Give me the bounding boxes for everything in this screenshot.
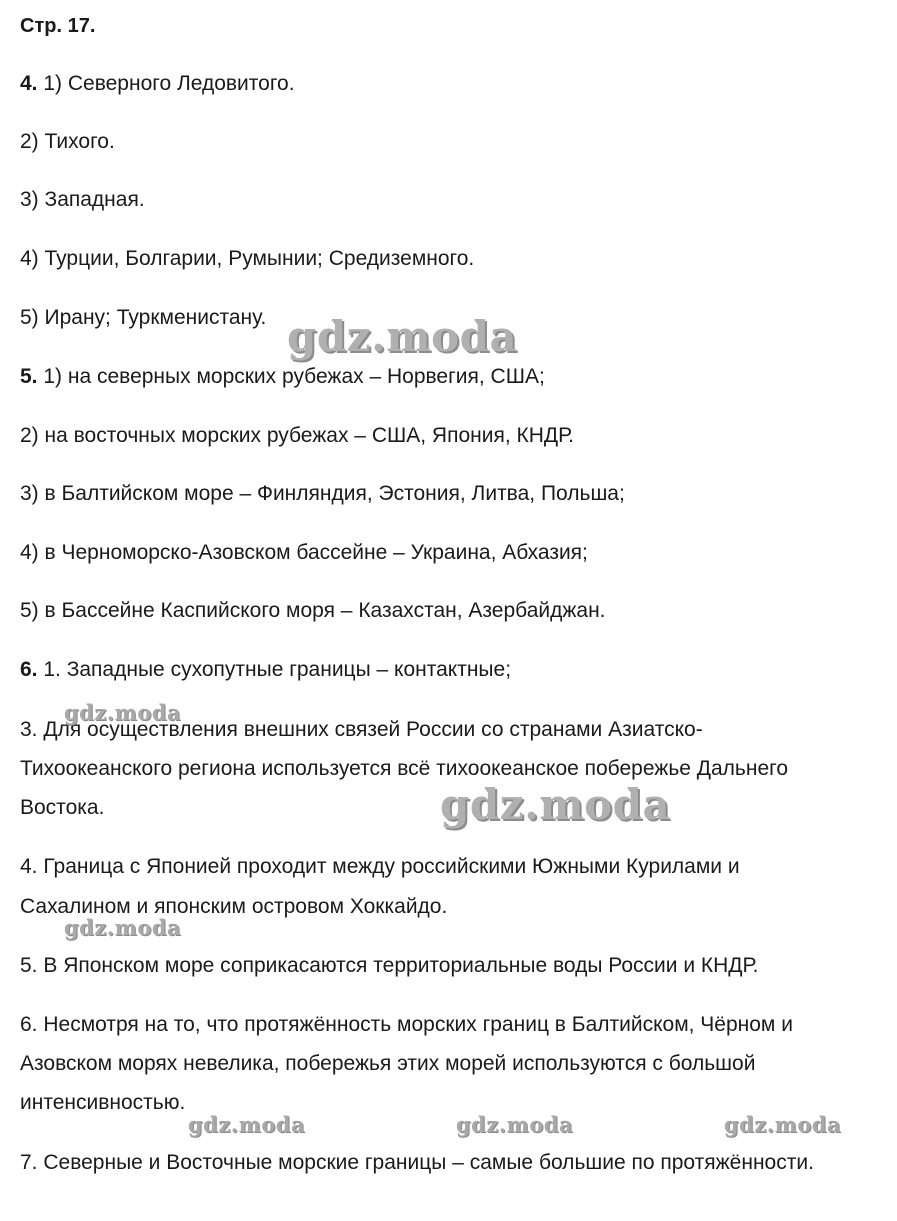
answer-line: [20, 1012, 793, 1038]
answer-text: 1) на северных морских рубежах – Норвегия, США;: [37, 365, 545, 388]
answer-text: 4) в Черноморско-Азовском бассейне – Украина, Абхазия;: [20, 541, 588, 564]
answer-line: [20, 756, 788, 782]
answer-line: [20, 187, 145, 213]
answer-text: 6. Несмотря на то, что протяжённость морских границ в Балтийском, Чёрном и: [20, 1013, 793, 1036]
answer-text: 3) Западная.: [20, 188, 145, 211]
answer-line: [20, 246, 474, 272]
answer-line: [20, 795, 104, 821]
task-number: 6.: [20, 658, 38, 681]
answer-line: [20, 129, 115, 155]
watermark: gdz.moda: [188, 1112, 306, 1137]
answer-text: 4) Турции, Болгарии, Румынии; Средиземного.: [20, 247, 475, 270]
watermark: gdz.moda: [64, 700, 182, 725]
answer-line: [20, 423, 574, 449]
answer-line: [20, 657, 511, 683]
watermark: gdz.moda: [724, 1112, 842, 1137]
watermark: gdz.moda: [440, 780, 671, 829]
watermark: gdz.moda: [287, 312, 518, 361]
answer-text: 1) Северного Ледовитого.: [37, 72, 295, 95]
answer-line: [20, 1150, 814, 1176]
answer-line: [20, 1051, 755, 1077]
answer-text: 5) Ирану; Туркменистану.: [20, 306, 267, 329]
answer-text: 5. В Японском море соприкасаются территориальные воды России и КНДР.: [20, 954, 759, 977]
answer-text: 3) в Балтийском море – Финляндия, Эстония, Литва, Польша;: [20, 482, 625, 505]
answer-text: 7. Северные и Восточные морские границы – самые большие по протяжённости.: [20, 1151, 814, 1174]
answer-text: Азовском морях невелика, побережья этих морей используются с большой: [20, 1052, 756, 1075]
watermark: gdz.moda: [64, 915, 182, 940]
answer-text: 5) в Бассейне Каспийского моря – Казахстан, Азербайджан.: [20, 599, 606, 622]
answer-text: 4. Граница с Японией проходит между российскими Южными Курилами и: [20, 855, 740, 878]
page-heading: Стр. 17.: [20, 15, 96, 37]
answer-line: [20, 1090, 185, 1116]
answer-text: Востока.: [20, 796, 105, 819]
answer-line: [20, 953, 758, 979]
answer-text: 1. Западные сухопутные границы – контактные;: [37, 658, 512, 681]
answer-line: [20, 305, 266, 331]
answer-text: 2) Тихого.: [20, 130, 115, 153]
answer-text: Сахалином и японским островом Хоккайдо.: [20, 895, 448, 918]
answer-line: [20, 598, 606, 624]
watermark: gdz.moda: [456, 1112, 574, 1137]
answer-text: 3. Для осуществления внешних связей России со странами Азиатско-: [20, 718, 703, 741]
answer-line: [20, 481, 625, 507]
answer-text: Тихоокеанского региона используется всё тихоокеанское побережье Дальнего: [20, 757, 789, 780]
answer-line: [20, 71, 295, 97]
task-number: 4.: [20, 72, 38, 95]
answer-text: интенсивностью.: [20, 1091, 186, 1114]
answer-line: [20, 540, 588, 566]
answer-line: [20, 854, 740, 880]
answer-line: [20, 894, 447, 920]
answer-line: [20, 717, 703, 743]
answer-text: 2) на восточных морских рубежах – США, Япония, КНДР.: [20, 424, 574, 447]
answer-line: [20, 364, 545, 390]
task-number: 5.: [20, 365, 38, 388]
